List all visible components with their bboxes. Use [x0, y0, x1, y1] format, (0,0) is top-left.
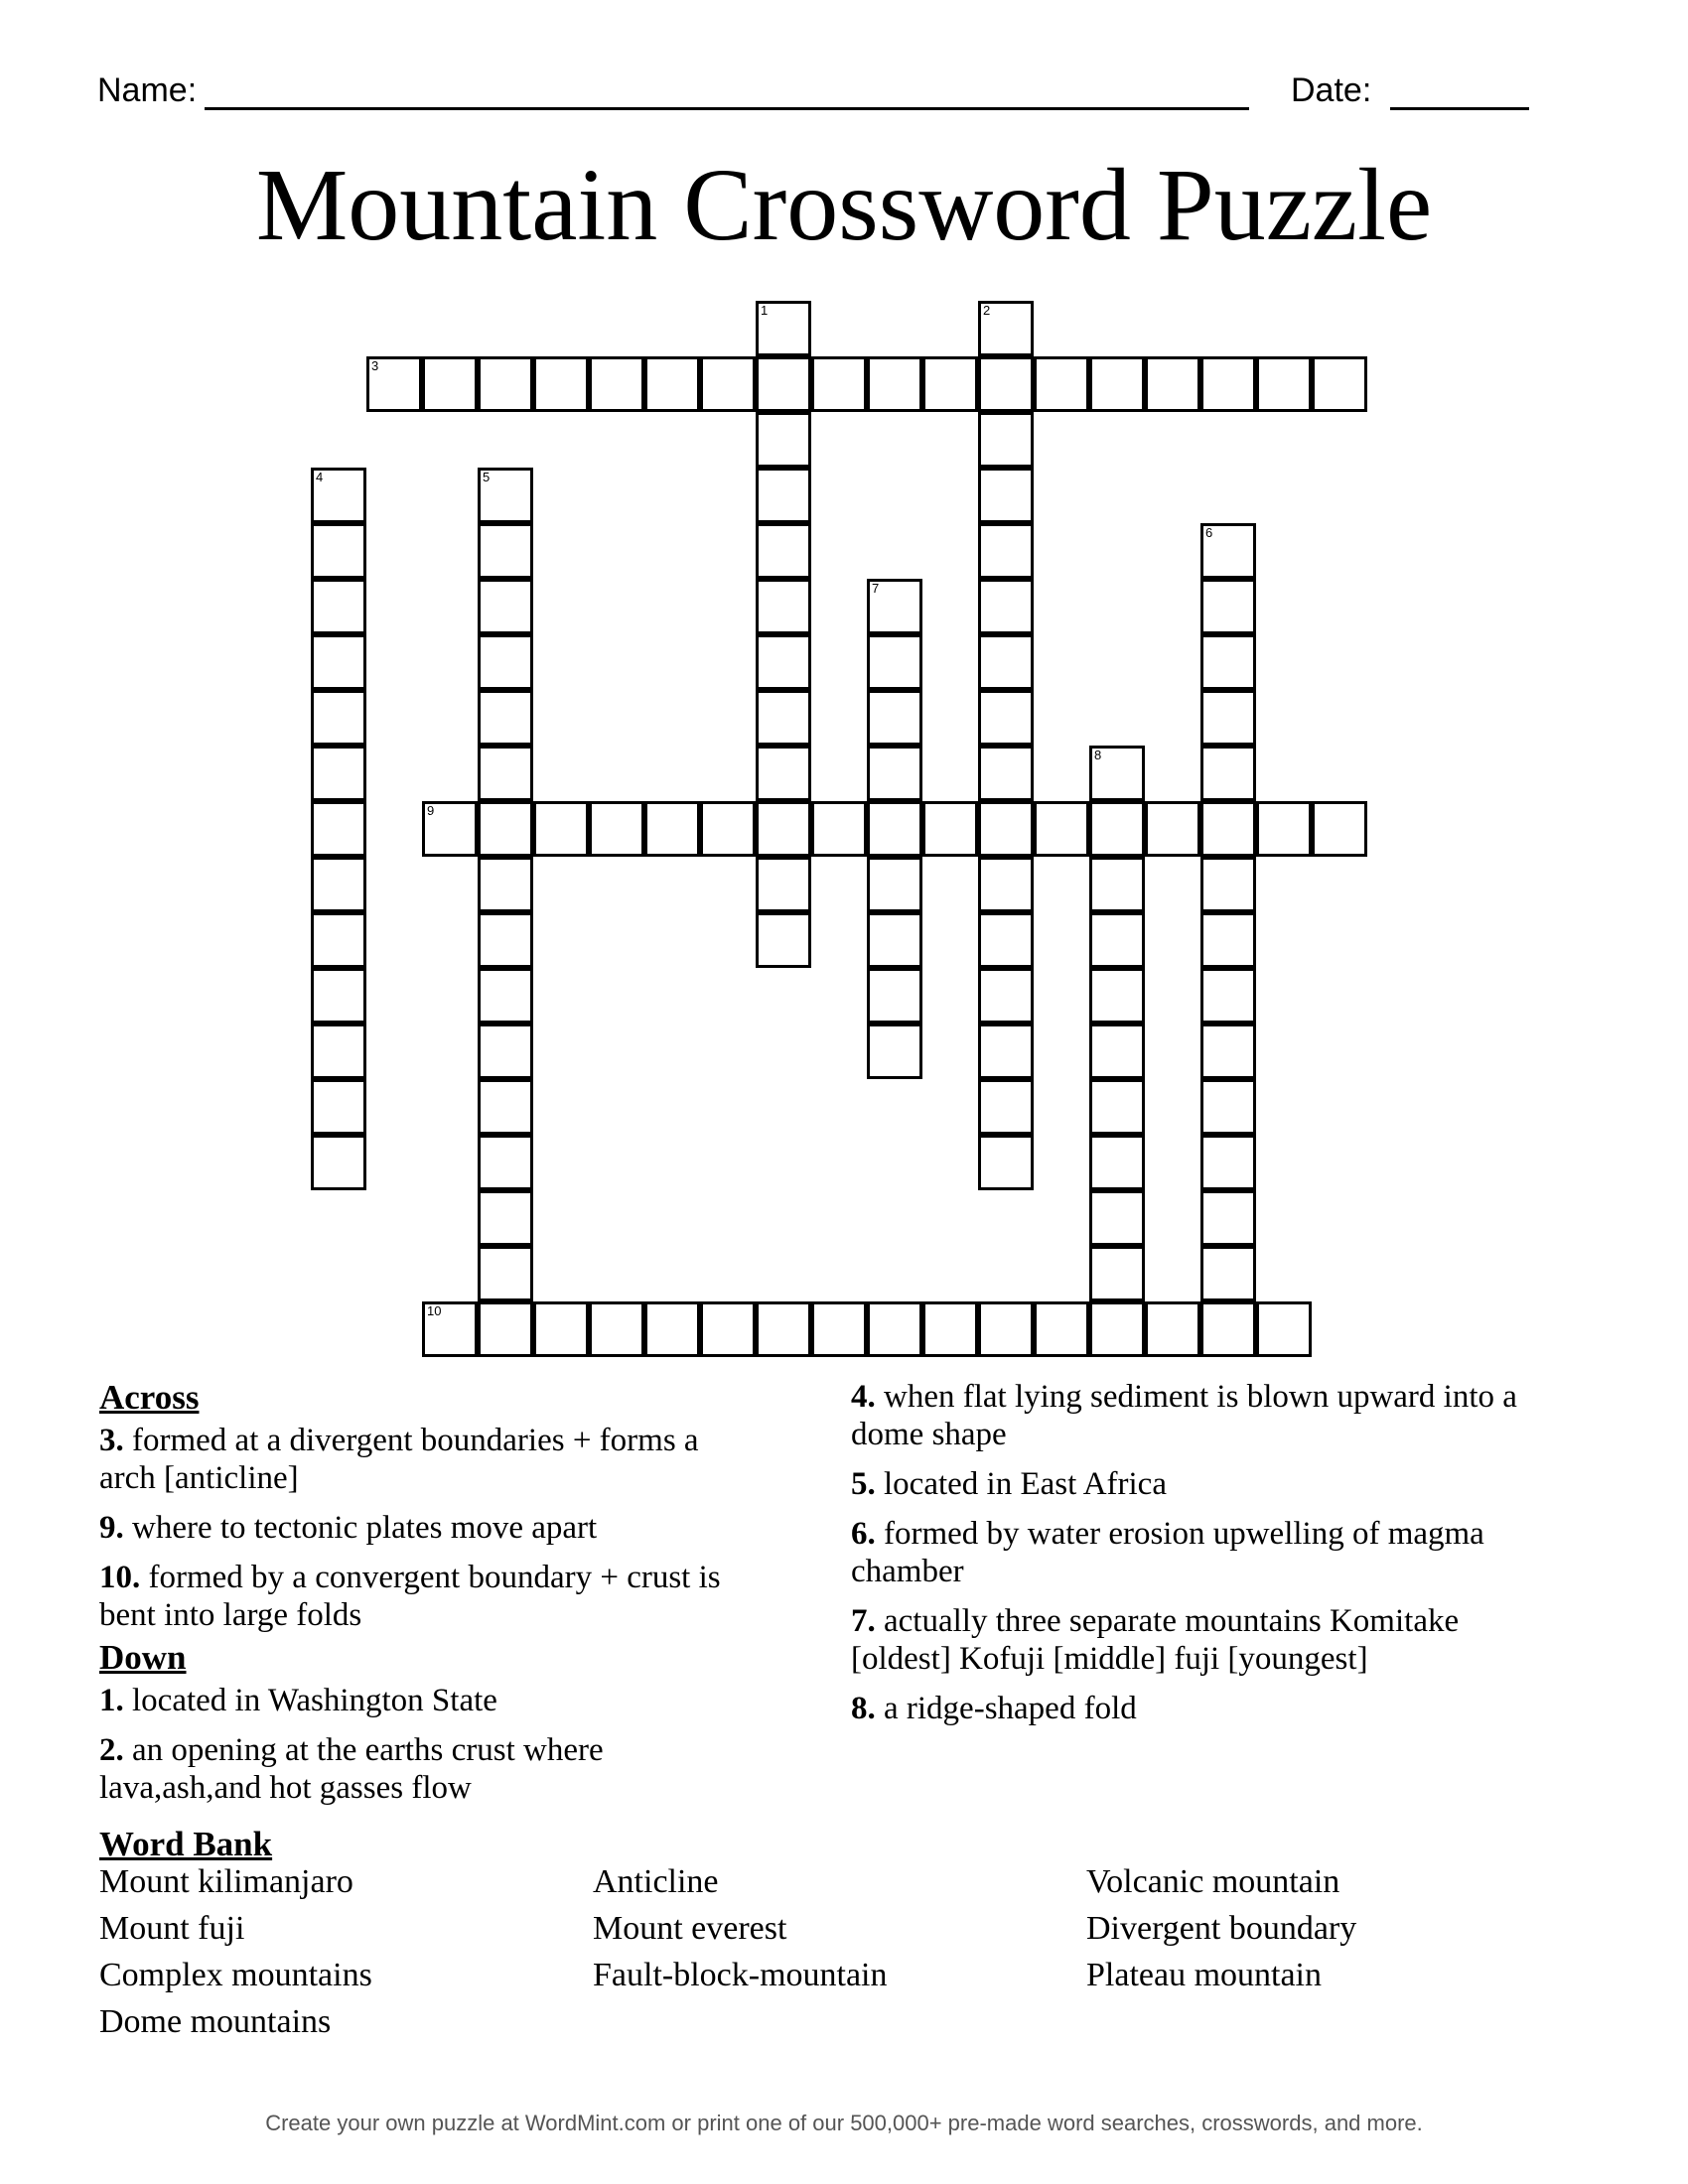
grid-cell[interactable] [978, 1301, 1034, 1357]
grid-cell[interactable] [1089, 746, 1145, 801]
clue-text: when flat lying sediment is blown upward into a dome shape [851, 1379, 1517, 1452]
clue-down-1 [99, 1682, 745, 1719]
grid-cell[interactable] [978, 523, 1034, 579]
grid-cell[interactable] [311, 1135, 366, 1190]
grid-cell[interactable] [978, 801, 1034, 857]
grid-cell[interactable] [978, 468, 1034, 523]
grid-cell[interactable] [1089, 801, 1145, 857]
grid-cell[interactable] [1200, 1079, 1256, 1135]
grid-cell[interactable] [478, 1024, 533, 1079]
word-bank-item: Complex mountains [99, 1957, 372, 1993]
grid-cell[interactable] [311, 579, 366, 634]
grid-cell[interactable] [644, 1301, 700, 1357]
grid-cell[interactable] [478, 1079, 533, 1135]
grid-cell[interactable] [478, 1190, 533, 1246]
grid-cell[interactable] [478, 356, 533, 412]
grid-cell[interactable] [756, 301, 811, 356]
grid-cell[interactable] [700, 1301, 756, 1357]
clue-number: 8. [851, 1691, 876, 1726]
grid-cell[interactable] [1089, 356, 1145, 412]
grid-cell[interactable] [1200, 1135, 1256, 1190]
grid-cell[interactable] [478, 468, 533, 523]
grid-cell[interactable] [867, 1024, 922, 1079]
word-bank-item: Mount everest [593, 1910, 787, 1947]
grid-cell[interactable] [922, 801, 978, 857]
grid-cell[interactable] [1200, 746, 1256, 801]
grid-cell[interactable] [422, 1301, 478, 1357]
grid-cell[interactable] [478, 968, 533, 1024]
clue-number: 1. [99, 1683, 124, 1718]
clue-down-8 [851, 1690, 1546, 1727]
name-label: Name: [97, 71, 198, 109]
grid-cell[interactable] [1089, 968, 1145, 1024]
grid-cell[interactable] [311, 746, 366, 801]
grid-cell[interactable] [478, 690, 533, 746]
grid-cell[interactable] [1200, 912, 1256, 968]
grid-cell[interactable] [589, 356, 644, 412]
grid-cell[interactable] [756, 801, 811, 857]
grid-cell[interactable] [978, 301, 1034, 356]
grid-cell[interactable] [867, 1301, 922, 1357]
grid-cell[interactable] [311, 690, 366, 746]
grid-cell[interactable] [700, 801, 756, 857]
grid-cell[interactable] [478, 1246, 533, 1301]
grid-cell[interactable] [478, 857, 533, 912]
clue-number: 3. [99, 1423, 124, 1458]
grid-cell[interactable] [867, 968, 922, 1024]
grid-cell[interactable] [1034, 1301, 1089, 1357]
grid-cell[interactable] [756, 634, 811, 690]
clues-right-column [851, 1378, 1546, 1739]
footer-note: Create your own puzzle at WordMint.com or print one of our 500,000+ pre-made word searches, crosswords, and more. [265, 2111, 1423, 2135]
grid-cell[interactable] [1200, 1301, 1256, 1357]
clue-text: formed by a convergent boundary + crust is bent into large folds [99, 1560, 721, 1633]
clue-number-label: 9 [427, 803, 435, 818]
grid-cell[interactable] [922, 1301, 978, 1357]
clue-number-label: 6 [1205, 525, 1213, 540]
grid-cell[interactable] [1089, 912, 1145, 968]
grid-cell[interactable] [311, 857, 366, 912]
grid-cell[interactable] [978, 1135, 1034, 1190]
grid-cell[interactable] [1312, 356, 1367, 412]
grid-cell[interactable] [922, 356, 978, 412]
grid-cell[interactable] [756, 857, 811, 912]
grid-cell[interactable] [756, 579, 811, 634]
grid-cell[interactable] [366, 356, 422, 412]
grid-cell[interactable] [1034, 801, 1089, 857]
grid-cell[interactable] [1089, 1190, 1145, 1246]
grid-cell[interactable] [978, 857, 1034, 912]
grid-cell[interactable] [978, 912, 1034, 968]
grid-cell[interactable] [311, 634, 366, 690]
grid-cell[interactable] [978, 1079, 1034, 1135]
clue-number-label: 2 [983, 303, 991, 318]
grid-cell[interactable] [422, 356, 478, 412]
grid-cell[interactable] [756, 746, 811, 801]
grid-cell[interactable] [478, 579, 533, 634]
name-field-line[interactable] [205, 107, 1249, 110]
down-heading: Down [99, 1638, 187, 1677]
grid-cell[interactable] [478, 1301, 533, 1357]
grid-cell[interactable] [311, 1079, 366, 1135]
grid-cell[interactable] [978, 690, 1034, 746]
grid-cell[interactable] [1256, 801, 1312, 857]
grid-cell[interactable] [1200, 690, 1256, 746]
grid-cell[interactable] [533, 801, 589, 857]
grid-cell[interactable] [478, 801, 533, 857]
grid-cell[interactable] [700, 356, 756, 412]
grid-cell[interactable] [867, 634, 922, 690]
clue-across-9 [99, 1509, 745, 1547]
word-bank-item: Divergent boundary [1086, 1910, 1357, 1947]
grid-cell[interactable] [478, 912, 533, 968]
grid-cell[interactable] [644, 356, 700, 412]
grid-cell[interactable] [978, 412, 1034, 468]
grid-cell[interactable] [1256, 356, 1312, 412]
grid-cell[interactable] [978, 579, 1034, 634]
grid-cell[interactable] [311, 968, 366, 1024]
grid-cell[interactable] [1200, 356, 1256, 412]
grid-cell[interactable] [867, 356, 922, 412]
clue-number: 7. [851, 1603, 876, 1639]
grid-cell[interactable] [756, 523, 811, 579]
grid-cell[interactable] [589, 801, 644, 857]
grid-cell[interactable] [311, 912, 366, 968]
grid-cell[interactable] [311, 801, 366, 857]
word-bank-item: Dome mountains [99, 2003, 332, 2040]
grid-cell[interactable] [1200, 579, 1256, 634]
grid-cell[interactable] [1145, 1301, 1200, 1357]
grid-cell[interactable] [811, 1301, 867, 1357]
clue-number-label: 4 [316, 470, 324, 484]
grid-cell[interactable] [589, 1301, 644, 1357]
grid-cell[interactable] [1034, 356, 1089, 412]
grid-cell[interactable] [867, 801, 922, 857]
grid-cell[interactable] [978, 634, 1034, 690]
grid-cell[interactable] [756, 468, 811, 523]
clue-across-10 [99, 1559, 745, 1634]
word-bank-item: Plateau mountain [1086, 1957, 1323, 1993]
clue-number-label: 7 [872, 581, 880, 596]
grid-cell[interactable] [422, 801, 478, 857]
clue-number: 9. [99, 1510, 124, 1546]
clue-number: 2. [99, 1732, 124, 1768]
clue-number-label: 5 [483, 470, 491, 484]
grid-cell[interactable] [1089, 1135, 1145, 1190]
grid-cell[interactable] [756, 912, 811, 968]
word-bank-item: Mount fuji [99, 1910, 245, 1947]
clue-number-label: 3 [371, 358, 379, 373]
grid-cell[interactable] [533, 1301, 589, 1357]
grid-cell[interactable] [1145, 356, 1200, 412]
clue-text: where to tectonic plates move apart [132, 1510, 598, 1546]
clue-text: located in East Africa [884, 1466, 1167, 1502]
grid-cell[interactable] [311, 468, 366, 523]
grid-cell[interactable] [978, 356, 1034, 412]
grid-cell[interactable] [311, 1024, 366, 1079]
clue-across-3 [99, 1422, 745, 1497]
grid-cell[interactable] [978, 746, 1034, 801]
grid-cell[interactable] [756, 356, 811, 412]
clue-number: 4. [851, 1379, 876, 1415]
clue-down-2 [99, 1731, 745, 1807]
grid-cell[interactable] [978, 968, 1034, 1024]
grid-cell[interactable] [1089, 1246, 1145, 1301]
clue-number-label: 8 [1094, 748, 1102, 762]
grid-cell[interactable] [311, 523, 366, 579]
clue-number-label: 10 [427, 1303, 442, 1318]
grid-cell[interactable] [1256, 1301, 1312, 1357]
word-bank-item: Fault-block-mountain [593, 1957, 888, 1993]
grid-cell[interactable] [867, 746, 922, 801]
date-field-line[interactable] [1390, 107, 1529, 110]
grid-cell[interactable] [811, 801, 867, 857]
clue-down-4 [851, 1378, 1546, 1453]
grid-cell[interactable] [478, 746, 533, 801]
word-bank-heading: Word Bank [99, 1825, 273, 1863]
grid-cell[interactable] [867, 690, 922, 746]
grid-cell[interactable] [644, 801, 700, 857]
clues-left-column [99, 1378, 745, 1819]
grid-cell[interactable] [1089, 1024, 1145, 1079]
grid-cell[interactable] [1200, 523, 1256, 579]
clue-number: 5. [851, 1466, 876, 1502]
grid-cell[interactable] [478, 1135, 533, 1190]
date-label: Date: [1291, 71, 1372, 109]
grid-cell[interactable] [478, 523, 533, 579]
clue-text: formed at a divergent boundaries + forms a arch [anticline] [99, 1423, 699, 1496]
clue-text: actually three separate mountains Komitake [oldest] Kofuji [middle] fuji [youngest] [851, 1603, 1460, 1677]
grid-cell[interactable] [1089, 1079, 1145, 1135]
clue-down-5 [851, 1465, 1546, 1503]
grid-cell[interactable] [1089, 1301, 1145, 1357]
clue-text: an opening at the earths crust where lava,ash,and hot gasses flow [99, 1732, 604, 1806]
grid-cell[interactable] [1200, 801, 1256, 857]
grid-cell[interactable] [1200, 634, 1256, 690]
word-bank-item: Mount kilimanjaro [99, 1863, 353, 1900]
across-heading: Across [99, 1378, 200, 1417]
grid-cell[interactable] [1145, 801, 1200, 857]
grid-cell[interactable] [478, 634, 533, 690]
grid-cell[interactable] [1200, 1246, 1256, 1301]
grid-cell[interactable] [756, 1301, 811, 1357]
clue-down-6 [851, 1515, 1546, 1590]
grid-cell[interactable] [1200, 857, 1256, 912]
clue-text: a ridge-shaped fold [884, 1691, 1137, 1726]
grid-cell[interactable] [1200, 968, 1256, 1024]
word-bank-item: Volcanic mountain [1086, 1863, 1340, 1900]
grid-cell[interactable] [867, 857, 922, 912]
clue-number-label: 1 [761, 303, 769, 318]
clue-number: 6. [851, 1516, 876, 1552]
grid-cell[interactable] [867, 912, 922, 968]
clue-down-7 [851, 1602, 1546, 1678]
grid-cell[interactable] [978, 1024, 1034, 1079]
grid-cell[interactable] [867, 579, 922, 634]
grid-cell[interactable] [1312, 801, 1367, 857]
grid-cell[interactable] [756, 412, 811, 468]
grid-cell[interactable] [1200, 1190, 1256, 1246]
grid-cell[interactable] [1089, 857, 1145, 912]
grid-cell[interactable] [1200, 1024, 1256, 1079]
page-title: Mountain Crossword Puzzle [255, 148, 1433, 262]
clue-number: 10. [99, 1560, 141, 1595]
grid-cell[interactable] [811, 356, 867, 412]
grid-cell[interactable] [533, 356, 589, 412]
word-bank-item: Anticline [593, 1863, 719, 1900]
clue-text: located in Washington State [132, 1683, 497, 1718]
grid-cell[interactable] [756, 690, 811, 746]
clue-text: formed by water erosion upwelling of magma chamber [851, 1516, 1484, 1589]
